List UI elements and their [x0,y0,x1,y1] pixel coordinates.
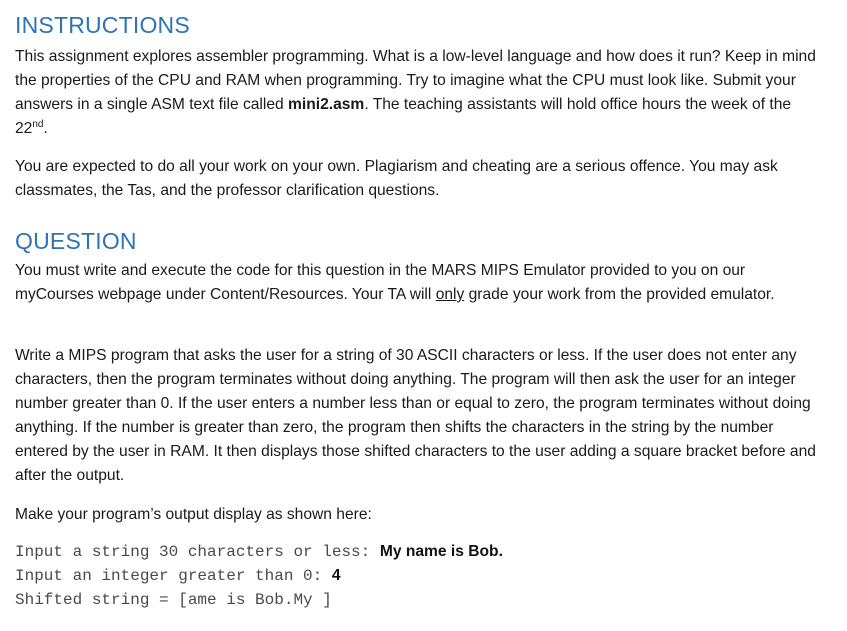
sample-output-block [15,540,503,612]
sample-output-line-1 [15,540,503,564]
question-heading: QUESTION [15,228,137,254]
instructions-text-a: This assignment explores assembler programming. What is a low-level language and how does it run? Keep in mind the properties of the CPU and RAM when programming. Try to imagine what the CPU must look like. Submit your answers in a single ASM text file called [15,48,816,113]
integer-input-value: 4 [331,567,341,584]
string-input-value: My name is Bob. [379,543,503,560]
string-prompt: Input a string 30 characters or less: [15,543,380,561]
instructions-text-c: . [43,120,48,137]
sample-output-line-2 [15,564,503,588]
question-text-a: You must write and execute the code for this question in the MARS MIPS Emulator provided to you on our myCourses webpage under Content/Resources. Your TA will [15,262,746,303]
sample-output-line-3: Shifted string = [ame is Bob.My ] [15,591,332,609]
emphasis-only: only [435,286,465,303]
instructions-text-b: . The teaching assistants will hold office hours the week of the 22 [15,96,792,137]
question-paragraph-1 [15,259,825,307]
question-text-b: grade your work from the provided emulator. [464,286,775,303]
submission-filename: mini2.asm [288,96,365,113]
instructions-heading: INSTRUCTIONS [15,12,190,38]
instructions-paragraph-1 [15,45,825,141]
ordinal-suffix: nd [32,118,44,130]
integer-prompt: Input an integer greater than 0: [15,567,332,585]
question-paragraph-3: Make your program’s output display as shown here: [15,506,372,523]
instructions-paragraph-2: You are expected to do all your work on your own. Plagiarism and cheating are a serious offence. You may ask classmates, the Tas, and the professor clarification questions. [15,158,778,199]
question-paragraph-2: Write a MIPS program that asks the user for a string of 30 ASCII characters or less. If the user does not enter any characters, then the program terminates without doing anything. The program will then ask the user for an integer number greater than 0. If the user enters a number less than or equal to zero, the program terminates without doing anything. If the number is greater than zero, the program then shifts the characters in the string by the number entered by the user in RAM. It then displays those shifted characters to the user adding a square bracket before and after the output. [15,347,816,484]
